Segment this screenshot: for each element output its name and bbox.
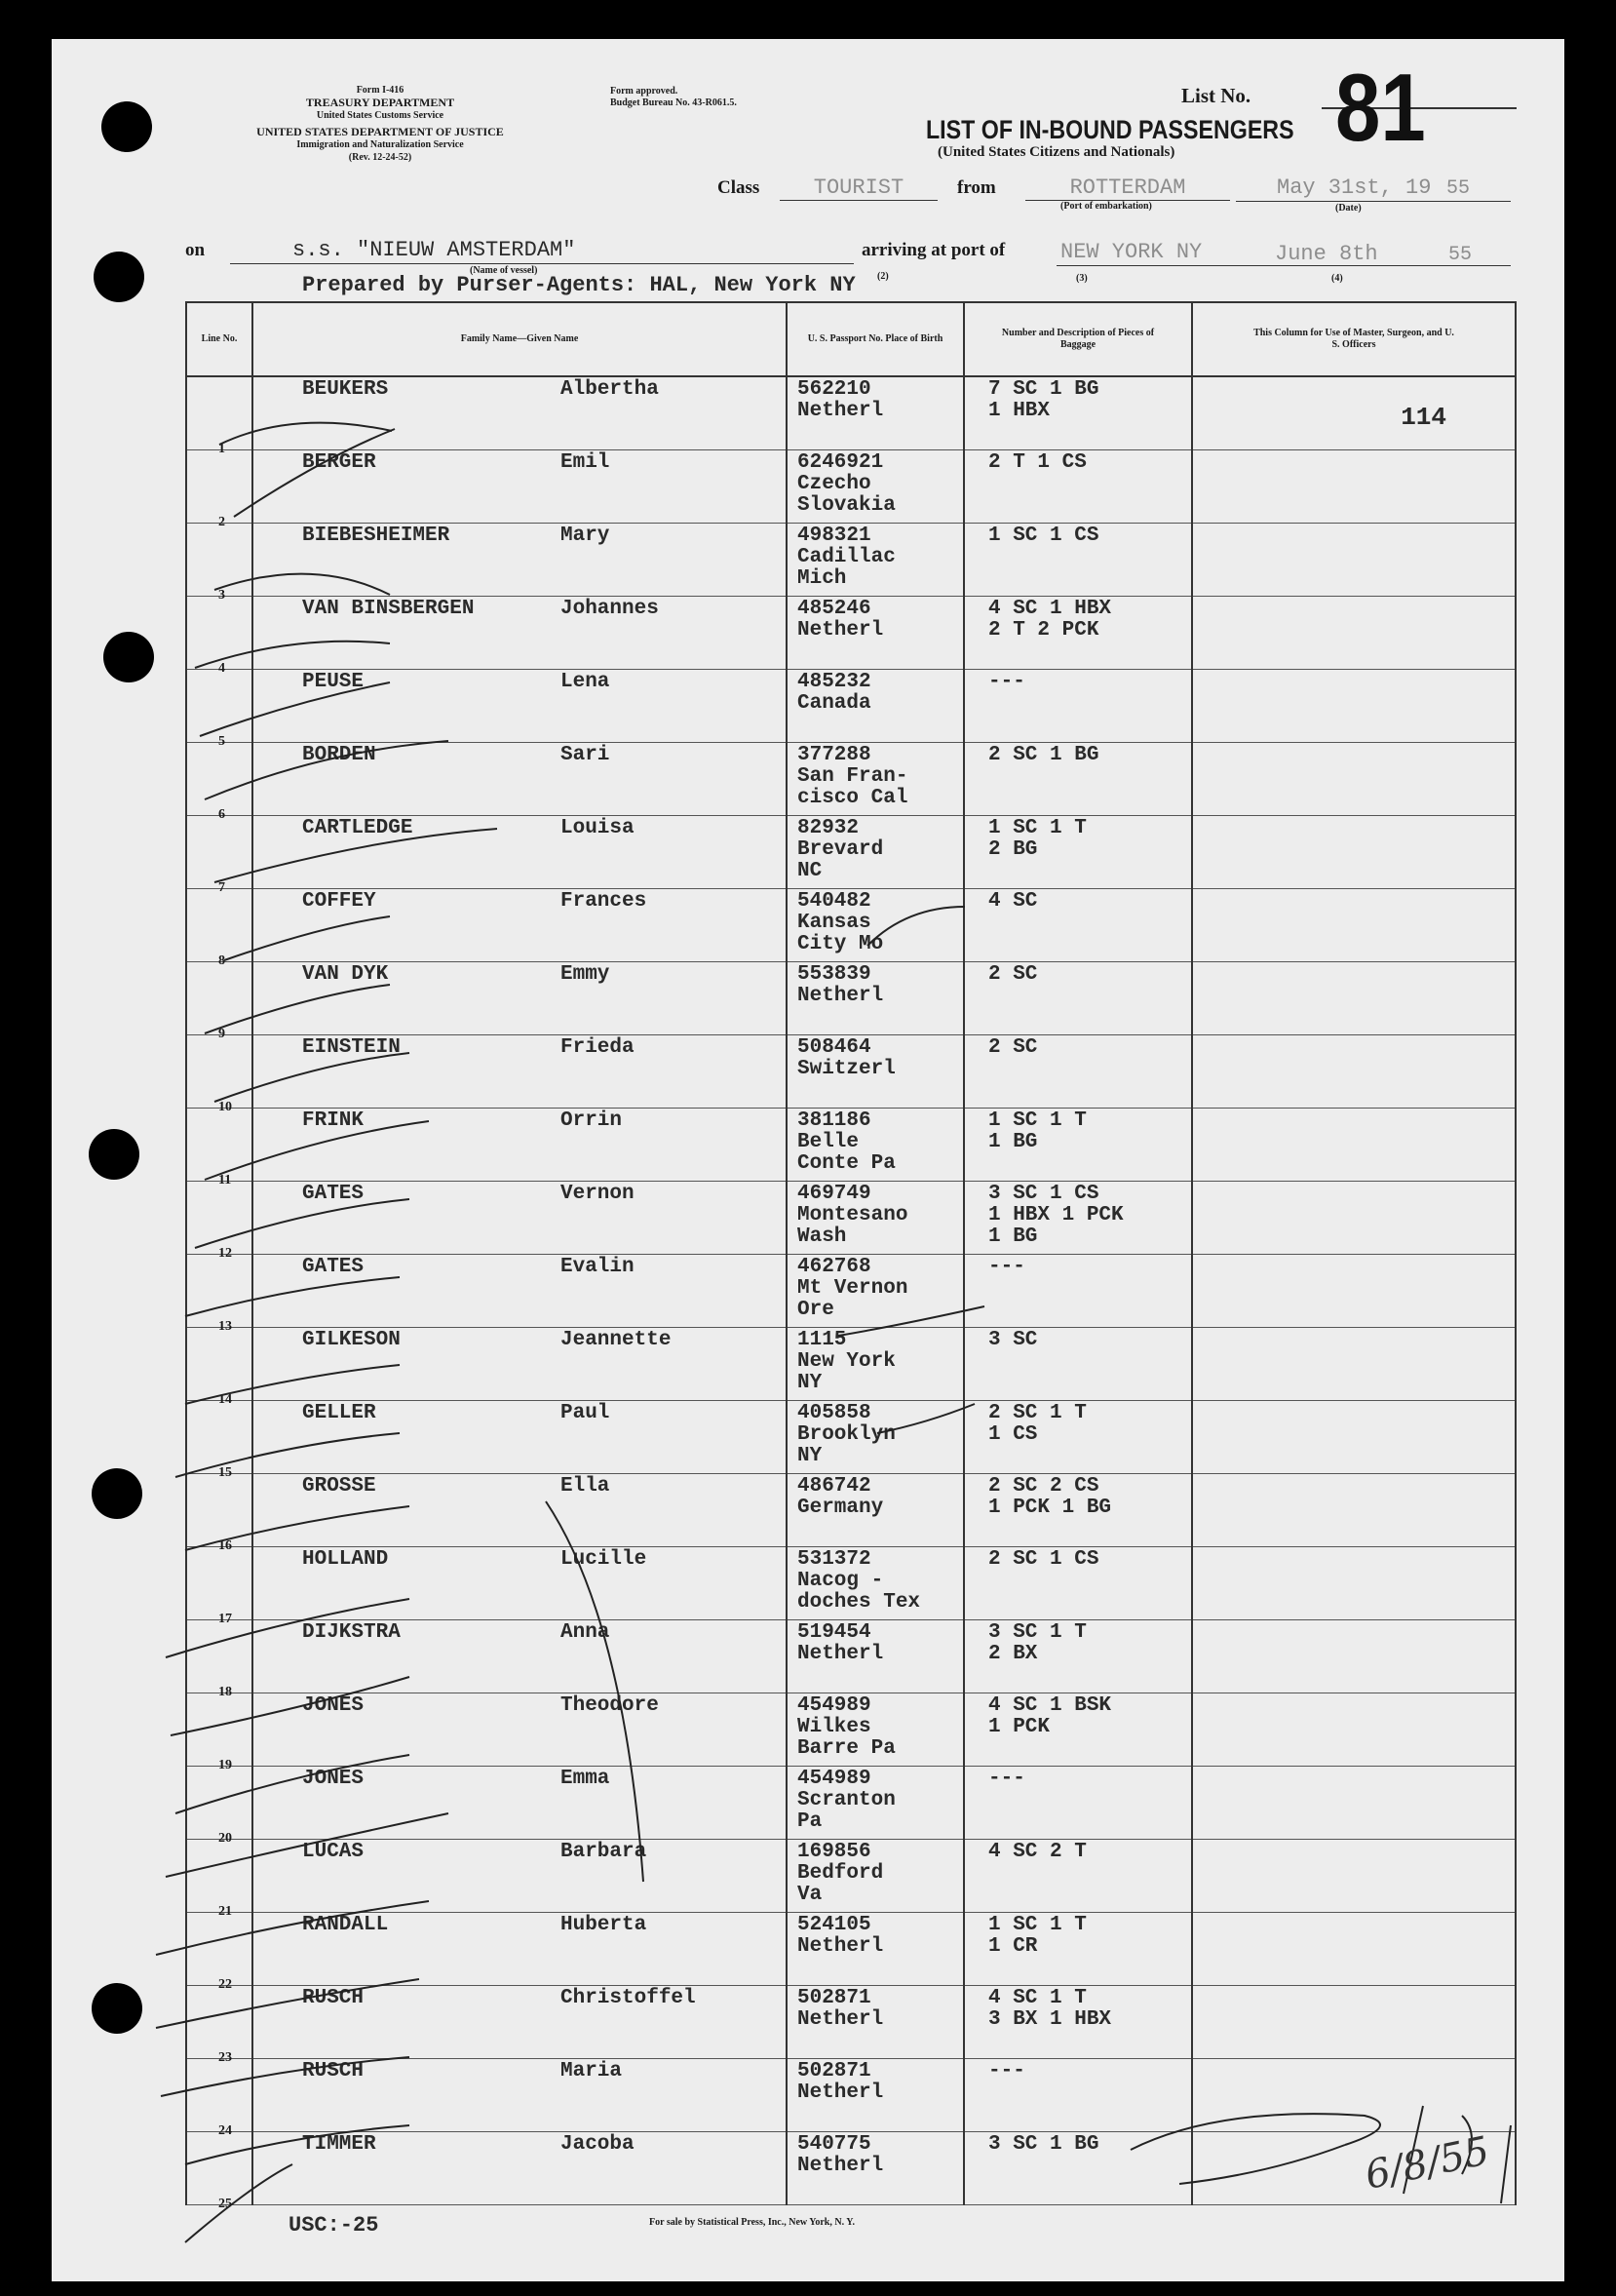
baggage: --- — [988, 1256, 1025, 1278]
family-name: VAN DYK — [302, 963, 389, 986]
family-name: RANDALL — [302, 1914, 389, 1936]
passport-birthplace: 519454 Netherl — [797, 1621, 884, 1665]
passport-birthplace: 524105 Netherl — [797, 1914, 884, 1958]
family-name: JONES — [302, 1768, 365, 1790]
baggage: 2 SC 1 BG — [988, 744, 1099, 766]
baggage: 1 SC 1 T 1 BG — [988, 1109, 1087, 1153]
family-name: GATES — [302, 1183, 365, 1205]
passport-birthplace: 540775 Netherl — [797, 2133, 884, 2177]
family-name: BORDEN — [302, 744, 376, 766]
baggage: 2 T 1 CS — [988, 451, 1087, 474]
family-name: GELLER — [302, 1402, 376, 1424]
official-note: 114 — [1401, 403, 1446, 432]
from-label: from — [957, 177, 996, 198]
line-number: 5 — [218, 734, 225, 749]
form-approved: Form approved. — [610, 86, 678, 97]
given-name: Paul — [560, 1402, 610, 1424]
passport-birthplace: 485246 Netherl — [797, 598, 884, 642]
given-name: Louisa — [560, 817, 635, 839]
given-name: Barbara — [560, 1841, 647, 1863]
baggage: 4 SC 1 BSK 1 PCK — [988, 1694, 1112, 1738]
form-code: USC:-25 — [289, 2213, 379, 2238]
col-header-officials: This Column for Use of Master, Surgeon, and U. S. Officers — [1192, 302, 1516, 376]
passport-birthplace: 553839 Netherl — [797, 963, 884, 1007]
family-name: PEUSE — [302, 671, 365, 693]
passport-birthplace: 502871 Netherl — [797, 2060, 884, 2104]
line-number: 19 — [218, 1758, 232, 1772]
baggage: 2 SC — [988, 963, 1038, 986]
class-value: TOURIST — [780, 175, 938, 201]
given-name: Frances — [560, 890, 647, 913]
given-name: Jacoba — [560, 2133, 635, 2156]
passport-birthplace: 462768 Mt Vernon Ore — [797, 1256, 908, 1321]
line-number: 14 — [218, 1392, 232, 1407]
passport-birthplace: 508464 Switzerl — [797, 1036, 896, 1080]
line-number: 9 — [218, 1027, 225, 1041]
baggage: 3 SC 1 BG — [988, 2133, 1099, 2156]
line-number: 13 — [218, 1319, 232, 1334]
baggage: 4 SC — [988, 890, 1038, 913]
passport-birthplace: 486742 Germany — [797, 1475, 884, 1519]
baggage: 2 SC 1 CS — [988, 1548, 1099, 1571]
depart-year: 55 — [1446, 177, 1471, 200]
line-number: 7 — [218, 880, 225, 895]
baggage: 2 SC 1 T 1 CS — [988, 1402, 1087, 1446]
line-number: 15 — [218, 1465, 232, 1480]
treasury-dept: TREASURY DEPARTMENT — [305, 96, 455, 109]
depart-date: May 31st, 19 — [1277, 175, 1432, 200]
given-name: Evalin — [560, 1256, 635, 1278]
line-number: 3 — [218, 588, 225, 603]
form-number: Form I-416 — [356, 85, 404, 96]
baggage: 4 SC 2 T — [988, 1841, 1087, 1863]
family-name: JONES — [302, 1694, 365, 1717]
given-name: Albertha — [560, 378, 659, 401]
family-name: BEUKERS — [302, 378, 389, 401]
given-name: Emil — [560, 451, 610, 474]
col-header-line: Line No. — [186, 302, 252, 376]
given-name: Jeannette — [560, 1329, 672, 1351]
family-name: GILKESON — [302, 1329, 401, 1351]
line-number: 18 — [218, 1685, 232, 1699]
given-name: Lucille — [560, 1548, 647, 1571]
passport-birthplace: 531372 Nacog - doches Tex — [797, 1548, 921, 1614]
baggage: --- — [988, 2060, 1025, 2082]
family-name: EINSTEIN — [302, 1036, 401, 1059]
baggage: 3 SC 1 T 2 BX — [988, 1621, 1087, 1665]
line-number: 11 — [218, 1173, 232, 1187]
on-label: on — [185, 240, 206, 260]
given-name: Orrin — [560, 1109, 623, 1132]
arriving-label: arriving at port of — [862, 240, 1006, 260]
family-name: DIJKSTRA — [302, 1621, 401, 1644]
baggage: 3 SC 1 CS 1 HBX 1 PCK 1 BG — [988, 1183, 1124, 1248]
col-header-baggage: Number and Description of Pieces of Baggage — [964, 302, 1192, 376]
given-name: Huberta — [560, 1914, 647, 1936]
arrival-date: June 8th — [1275, 242, 1378, 266]
budget-bureau: Budget Bureau No. 43-R061.5. — [610, 97, 737, 108]
baggage: 7 SC 1 BG 1 HBX — [988, 378, 1099, 422]
col-header-name: Family Name—Given Name — [252, 302, 787, 376]
passport-birthplace: 485232 Canada — [797, 671, 871, 715]
passport-birthplace: 498321 Cadillac Mich — [797, 525, 896, 590]
given-name: Emmy — [560, 963, 610, 986]
line-number: 24 — [218, 2123, 232, 2138]
family-name: COFFEY — [302, 890, 376, 913]
ins-service: Immigration and Naturalization Service — [296, 139, 464, 150]
family-name: FRINK — [302, 1109, 365, 1132]
baggage: 4 SC 1 T 3 BX 1 HBX — [988, 1987, 1112, 2031]
family-name: VAN BINSBERGEN — [302, 598, 475, 620]
passport-birthplace: 169856 Bedford Va — [797, 1841, 884, 1906]
line-number: 23 — [218, 2050, 232, 2065]
line-number: 20 — [218, 1831, 232, 1846]
baggage: --- — [988, 671, 1025, 693]
signature-initials: 6/8/55 — [1361, 2128, 1494, 2199]
baggage: 1 SC 1 T 1 CR — [988, 1914, 1087, 1958]
line-number: 4 — [218, 661, 225, 676]
form-subtitle: (United States Citizens and Nationals) — [938, 144, 1175, 160]
family-name: LUCAS — [302, 1841, 365, 1863]
baggage: 2 SC — [988, 1036, 1038, 1059]
line-number: 22 — [218, 1977, 232, 1992]
given-name: Johannes — [560, 598, 659, 620]
given-name: Theodore — [560, 1694, 659, 1717]
given-name: Mary — [560, 525, 610, 547]
justice-dept: UNITED STATES DEPARTMENT OF JUSTICE — [256, 125, 504, 138]
passport-birthplace: 502871 Netherl — [797, 1987, 884, 2031]
vessel-note: (Name of vessel) — [470, 265, 538, 276]
from-value: ROTTERDAM — [1025, 175, 1230, 201]
family-name: CARTLEDGE — [302, 817, 413, 839]
family-name: HOLLAND — [302, 1548, 389, 1571]
passport-birthplace: 469749 Montesano Wash — [797, 1183, 908, 1248]
given-name: Ella — [560, 1475, 610, 1498]
given-name: Vernon — [560, 1183, 635, 1205]
col-no-4: (4) — [1331, 273, 1343, 284]
given-name: Christoffel — [560, 1987, 696, 2009]
family-name: TIMMER — [302, 2133, 376, 2156]
line-number: 1 — [218, 442, 225, 456]
given-name: Maria — [560, 2060, 623, 2082]
baggage: 4 SC 1 HBX 2 T 2 PCK — [988, 598, 1112, 642]
prepared-by: Prepared by Purser-Agents: HAL, New York NY — [302, 273, 856, 297]
line-number: 16 — [218, 1538, 232, 1553]
embark-note: (Port of embarkation) — [1060, 201, 1152, 212]
baggage: 3 SC — [988, 1329, 1038, 1351]
line-number: 6 — [218, 807, 225, 822]
given-name: Sari — [560, 744, 610, 766]
line-number: 10 — [218, 1100, 232, 1114]
line-number: 21 — [218, 1904, 232, 1919]
passport-birthplace: 405858 Brooklyn NY — [797, 1402, 896, 1467]
family-name: RUSCH — [302, 2060, 365, 2082]
baggage: 2 SC 2 CS 1 PCK 1 BG — [988, 1475, 1112, 1519]
vessel-name: s.s. "NIEUW AMSTERDAM" — [292, 238, 576, 262]
given-name: Emma — [560, 1768, 610, 1790]
family-name: GATES — [302, 1256, 365, 1278]
passport-birthplace: 82932 Brevard NC — [797, 817, 884, 882]
arrival-port: NEW YORK NY — [1060, 240, 1203, 264]
passport-birthplace: 540482 Kansas City Mo — [797, 890, 884, 955]
date-note: (Date) — [1335, 203, 1362, 214]
family-name: RUSCH — [302, 1987, 365, 2009]
baggage: 1 SC 1 T 2 BG — [988, 817, 1087, 861]
class-label: Class — [717, 177, 760, 198]
line-number: 12 — [218, 1246, 232, 1261]
family-name: GROSSE — [302, 1475, 376, 1498]
col-no-3: (3) — [1076, 273, 1088, 284]
form-title: LIST OF IN-BOUND PASSENGERS — [926, 115, 1294, 144]
passport-birthplace: 454989 Scranton Pa — [797, 1768, 896, 1833]
col-header-passport: U. S. Passport No. Place of Birth — [787, 302, 964, 376]
passport-birthplace: 454989 Wilkes Barre Pa — [797, 1694, 896, 1760]
list-label: List No. — [1181, 84, 1251, 107]
col-no-2: (2) — [877, 271, 889, 282]
passport-birthplace: 562210 Netherl — [797, 378, 884, 422]
line-number: 8 — [218, 953, 225, 968]
customs-service: United States Customs Service — [316, 110, 444, 121]
arrival-year: 55 — [1448, 244, 1473, 266]
printer-credit: For sale by Statistical Press, Inc., New York, N. Y. — [649, 2217, 856, 2228]
given-name: Frieda — [560, 1036, 635, 1059]
baggage: 1 SC 1 CS — [988, 525, 1099, 547]
list-number: 81 — [1335, 54, 1426, 161]
line-number: 25 — [218, 2197, 232, 2211]
passport-birthplace: 381186 Belle Conte Pa — [797, 1109, 896, 1175]
passport-birthplace: 377288 San Fran- cisco Cal — [797, 744, 908, 809]
family-name: BIEBESHEIMER — [302, 525, 450, 547]
line-number: 2 — [218, 515, 225, 529]
line-number: 17 — [218, 1612, 232, 1626]
family-name: BERGER — [302, 451, 376, 474]
given-name: Anna — [560, 1621, 610, 1644]
passport-birthplace: 6246921 Czecho Slovakia — [797, 451, 896, 517]
passport-birthplace: 1115 New York NY — [797, 1329, 896, 1394]
given-name: Lena — [560, 671, 610, 693]
revision: (Rev. 12-24-52) — [348, 152, 412, 163]
baggage: --- — [988, 1768, 1025, 1790]
